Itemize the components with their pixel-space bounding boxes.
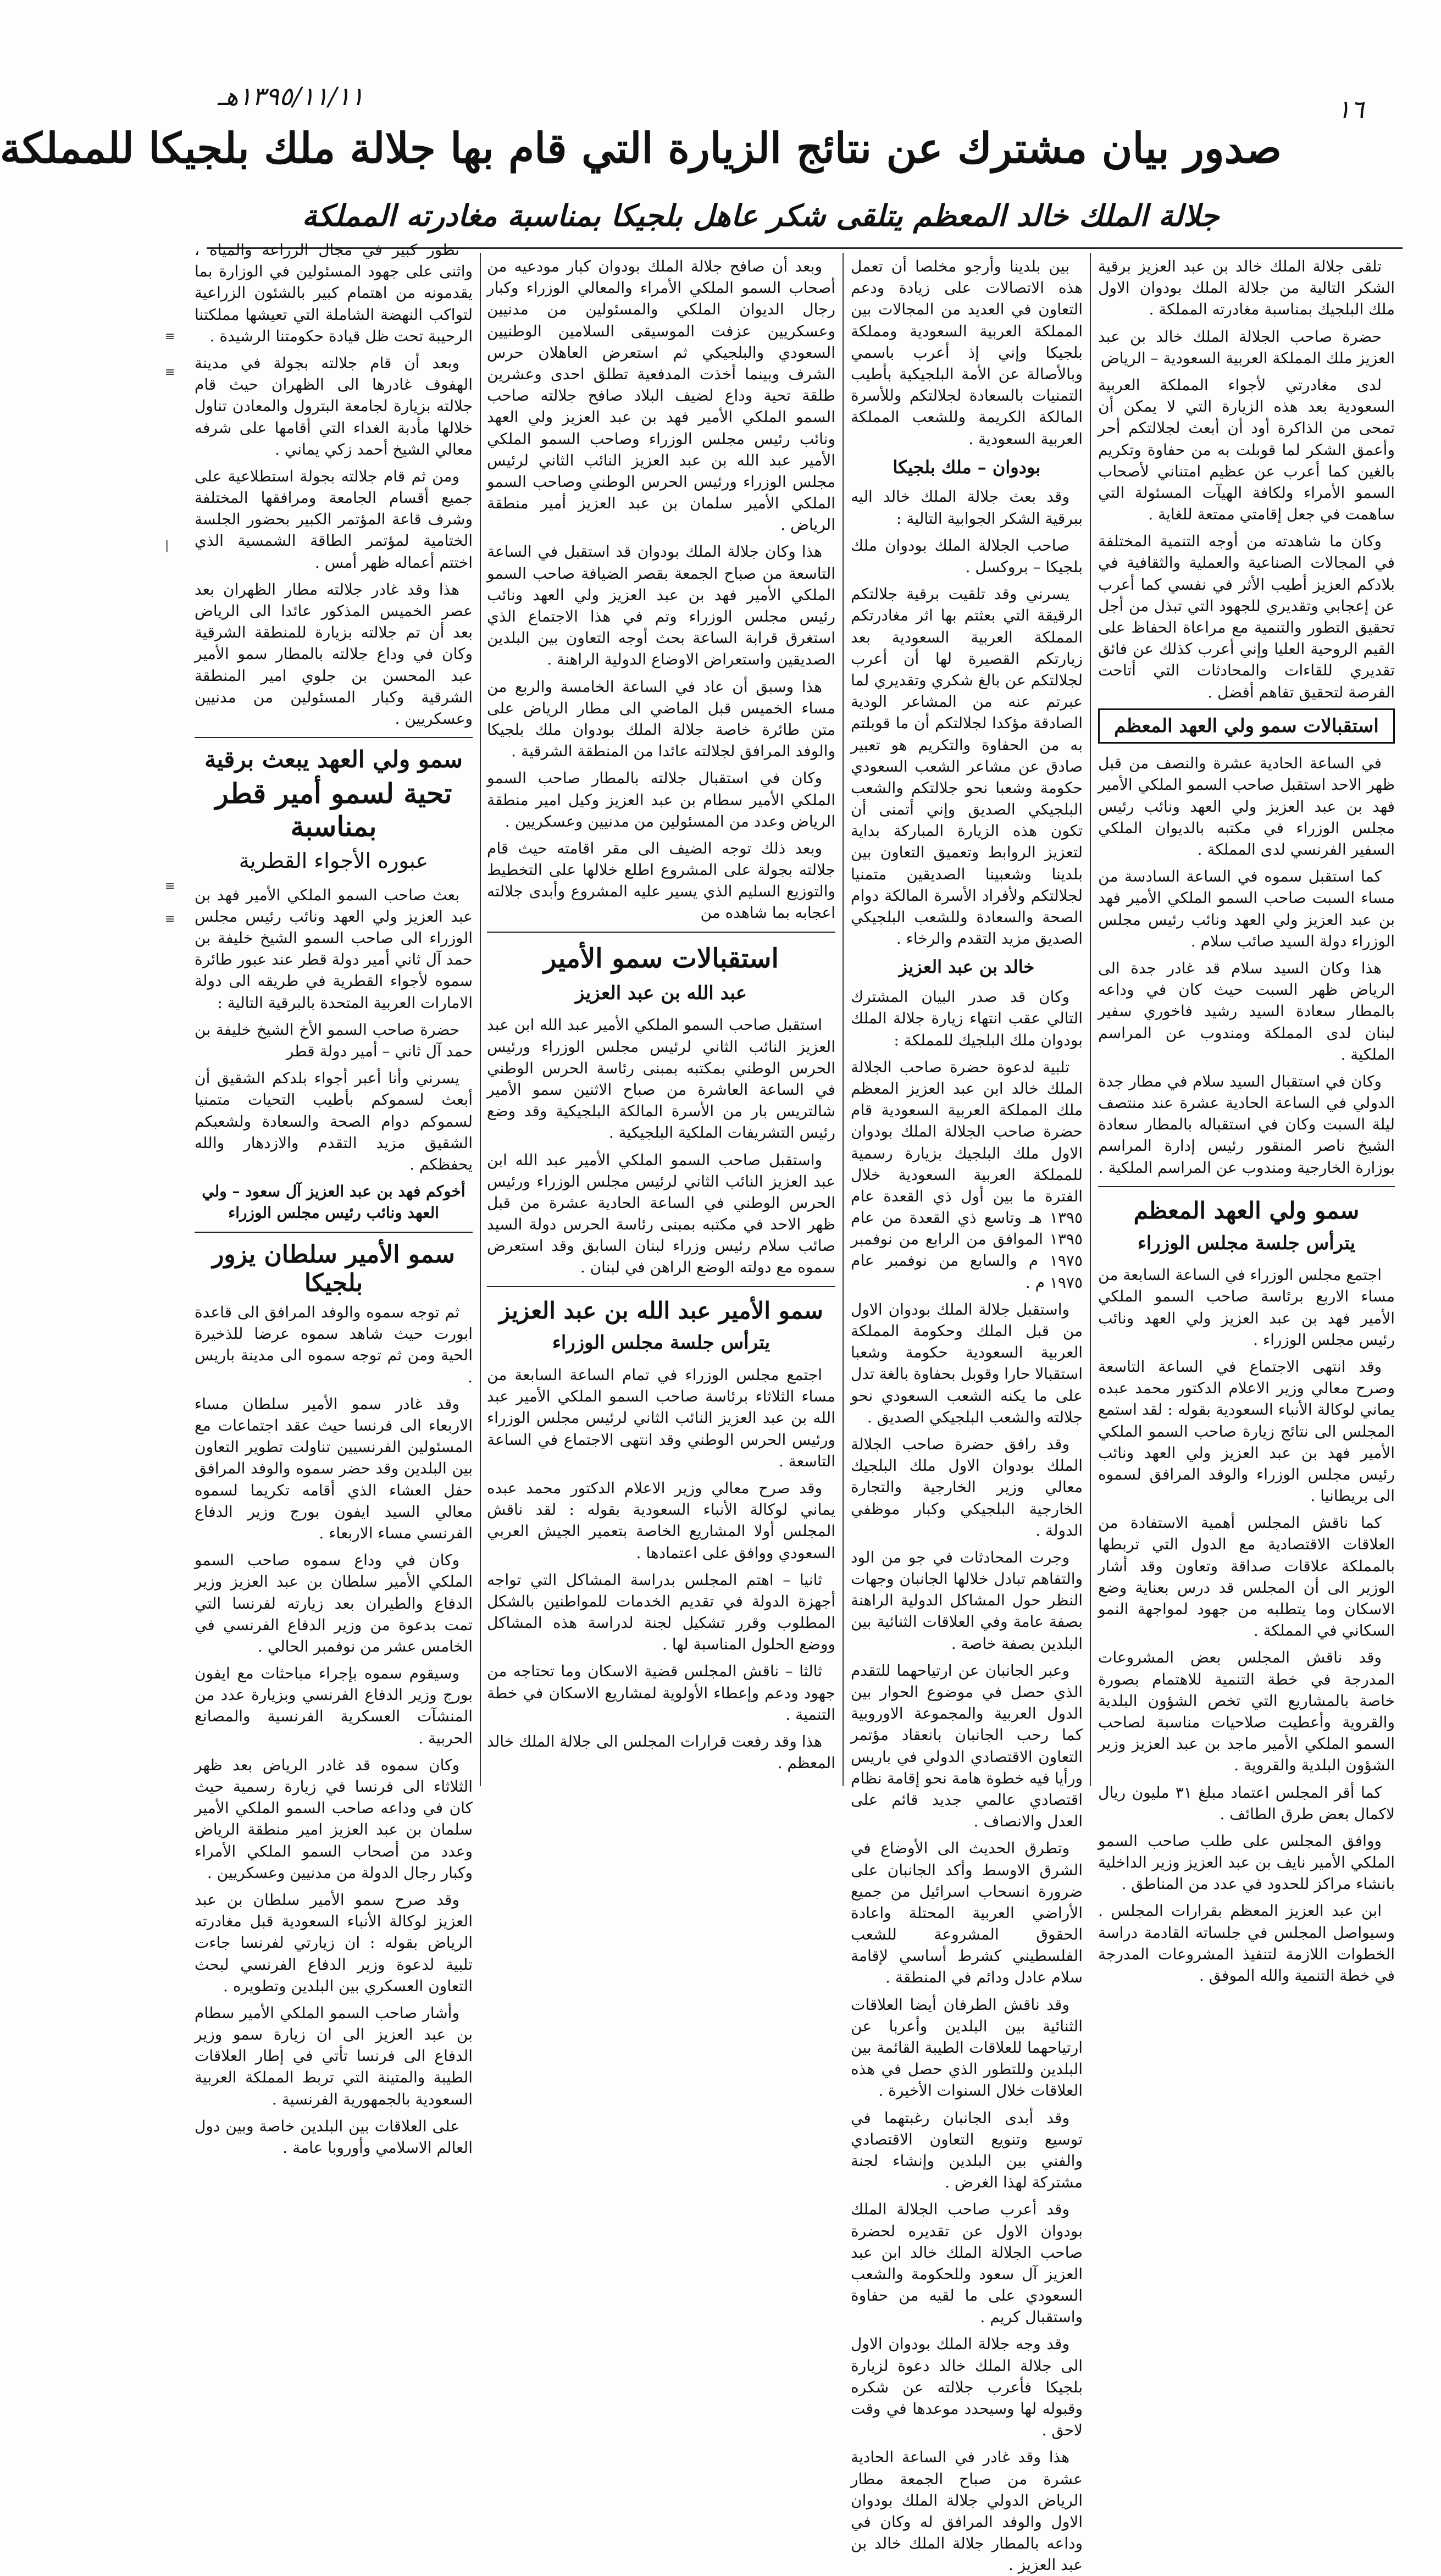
article-paragraph: وبعد أن صافح جلالة الملك بودوان كبار مودعيه من أصحاب السمو الملكي الأمراء والمعالي الوزراء وكبار رجال الديوان الملكي والمسئولين من مدنيين وعسكريين عزفت الموسيقى السلامين الوطنيين السعودي والبلجيكي ثم استعرض العاهلان حرس الشرف وبينما أخذت المدفعية تطلق احدى وعشرين طلقة تحية وداع لضيف البلاد صافح جلالته صاحب السمو الملكي الأمير فهد بن عبد العزيز ولي العهد ونائب رئيس مجلس الوزراء وصاحب السمو الملكي الأمير عبد الله بن عبد العزيز النائب الثاني لرئيس مجلس الوزراء ورئيس الحرس الوطني وصاحب السمو الملكي الأمير سلمان بن عبد العزيز أمير منطقة الرياض . [487,257,835,534]
article-paragraph: واستقبل جلالة الملك بودوان الاول من قبل الملك وحكومة المملكة العربية السعودية حكومة وشعبا استقبالا حارا وقوبل بحفاوة بالغة تدل على ما يكنه الشعب السعودي نحو جلالته والشعب البلجيكي الصديق . [851,1300,1083,1426]
article-paragraph: وجرت المحادثات في جو من الود والتفاهم تبادل خلالها الجانبان وجهات النظر حول المشاكل الدولية الراهنة بصفة عامة وفي العلاقات الثنائية بين البلدين بصفة خاصة . [851,1548,1083,1653]
article-paragraph: صاحب الجلالة الملك بودوان ملك بلجيكا – بروكسل . [851,536,1083,577]
article-paragraph: وكان قد صدر البيان المشترك التالي عقب انتهاء زيارة جلالة الملك بودوان ملك البلجيك للمملكة : [851,988,1083,1049]
article-paragraph: على العلاقات بين البلدين خاصة وبين دول العالم الاسلامي وأوروبا عامة . [195,2117,473,2157]
article-paragraph: استقبل صاحب السمو الملكي الأمير عبد الله ابن عبد العزيز النائب الثاني لرئيس مجلس الوزراء ورئيس الحرس الوطني بمكتبه بمبنى رئاسة الحرس الوطني في الساعة العاشرة من صباح الاثنين سمو الأمير شالتريس بار من الأسرة المالكة البلجيكية وقد وضع رئيس التشريفات الملكية البلجيكية . [487,1016,835,1142]
section-divider [195,1232,473,1233]
article-paragraph: وقد أبدى الجانبان رغبتهما في توسيع وتنويع التعاون الاقتصادي والفني بين البلدين وإنشاء لجنة مشتركة لهذا الغرض . [851,2108,1083,2192]
article-paragraph: هذا وقد غادر في الساعة الحادية عشرة من صباح الجمعة مطار الرياض الدولي جلالة الملك بودوان الاول والوفد المرافق له وكان في وداعه بالمطار جلالة الملك خالد بن عبد العزيز . [851,2448,1083,2574]
article-paragraph: وقد ناقش المجلس بعض المشروعات المدرجة في خطة التنمية للاهتمام بصورة خاصة بالمشاريع التي تخص الشؤون البلدية والقروية وأعطيت صلاحيات مناسبة لصاحب السمو الملكي الأمير ماجد بن عبد العزيز وزير الشؤون البلدية والقروية . [1098,1648,1395,1775]
article-paragraph: كما أقر المجلس اعتماد مبلغ ٣١ مليون ريال لاكمال بعض طرق الطائف . [1098,1783,1395,1823]
section-subtitle: عبوره الأجواء القطرية [239,848,429,873]
section-box-title: استقبالات سمو ولي العهد المعظم [1114,714,1379,737]
section-title: تحية لسمو أمير قطر بمناسبة [215,777,452,843]
article-paragraph: وقد بعث جلالة الملك خالد اليه ببرقية الشكر الجوابية التالية : [851,487,1083,528]
section-title: سمو الأمير عبد الله بن عبد العزيز [499,1297,823,1324]
article-paragraph: واستقبل صاحب السمو الملكي الأمير عبد الله ابن عبد العزيز النائب الثاني لرئيس مجلس الوزراء ورئيس الحرس الوطني في الساعة الحادية عشرة من قبل ظهر الاحد في مكتبه بمبنى رئاسة الحرس دولة السيد صائب سلام رئيس وزراء لبنان السابق وقد استعرض سموه مع دولته الوضع الراهن في لبنان . [487,1150,835,1277]
article-paragraph: ووافق المجلس على طلب صاحب السمو الملكي الأمير نايف بن عبد العزيز وزير الداخلية بانشاء مراكز للحدود في عدد من المناطق . [1098,1831,1395,1893]
section-divider [195,737,473,738]
article-paragraph: تطور كبير في مجال الزراعة والمياه ، واثنى على جهود المسئولين في الوزارة بما يقدمونه من اهتمام كبير بالشئون الزراعية لتواكب النهضة الشاملة التي تعيشها مملكتنا الرحيبة تحت ظل قيادة حكومتنا الرشيدة . [195,241,473,345]
article-paragraph: حضرة صاحب الجلالة الملك خالد بن عبد العزيز ملك المملكة العربية السعودية – الرياض [1098,327,1395,367]
article-paragraph: اجتمع مجلس الوزراء في تمام الساعة السابعة من مساء الثلاثاء برئاسة صاحب السمو الملكي الأمير عبد الله بن عبد العزيز النائب الثاني لرئيس مجلس الوزراء ورئيس الحرس الوطني وقد انتهى الاجتماع في الساعة التاسعة . [487,1366,835,1470]
punch-hole-mark: ≡ [165,330,175,344]
article-paragraph: ثانيا – اهتم المجلس بدراسة المشاكل التي تواجه أجهزة الدولة في تقديم الخدمات للمواطنين بالشكل المطلوب وقرر تشكيل لجنة لدراسة هذه المشاكل ووضع الحلول المناسبة لها . [487,1570,835,1654]
column-right [1098,256,1395,1985]
section-box [1098,708,1395,744]
handwritten-date: ١٣٩٥/١١/١١هـ [218,81,364,111]
article-paragraph: وكان سموه قد غادر الرياض بعد ظهر الثلاثاء الى فرنسا في زيارة رسمية حيث كان في وداعه صاحب السمو الملكي الأمير سلمان بن عبد العزيز امير منطقة الرياض وعدد من أصحاب السمو الملكي الأمراء وكبار رجال الدولة من مدنيين وعسكريين . [195,1755,473,1882]
article-paragraph: ثالثا – ناقش المجلس قضية الاسكان وما تحتاجه من جهود ودعم وإعطاء الأولوية لمشاريع الاسكان في خطة التنمية . [487,1662,835,1724]
article-paragraph: وقد وجه جلالة الملك بودوان الاول الى جلالة الملك خالد دعوة لزيارة بلجيكا فأعرب جلالته عن شكره وقبوله لها وسيحدد موعدها في وقت لاحق . [851,2335,1083,2440]
article-paragraph: وتطرق الحديث الى الأوضاع في الشرق الاوسط وأكد الجانبان على ضرورة انسحاب اسرائيل من جميع الأراضي العربية المحتلة واعادة الحقوق المشروعة للشعب الفلسطيني كشرط أساسي لإقامة سلام عادل ودائم في المنطقة . [851,1839,1083,1987]
article-paragraph: وقد ناقش الطرفان أيضا العلاقات الثنائية بين البلدين وأعربا عن ارتياحهما للعلاقات الطيبة القائمة بين البلدين وللتطور الذي حصل في هذه العلاقات خلال السنوات الأخيرة . [851,1995,1083,2100]
article-paragraph: وكان في استقبال السيد سلام في مطار جدة الدولي في الساعة الحادية عشرة عند منتصف ليلة السبت وكان في استقباله بالمطار سعادة الشيخ ناصر المنقور رئيس إدارة المراسم بوزارة الخارجية ومندوب عن المراسم الملكية . [1098,1072,1395,1177]
article-paragraph: وقد صرح سمو الأمير سلطان بن عبد العزيز لوكالة الأنباء السعودية قبل مغادرته الرياض بقوله : ان زيارتي لفرنسا جاءت تلبية لدعوة وزير الدفاع الفرنسي لبحث التعاون العسكري بين البلدين وتطويره . [195,1890,473,1995]
section-title: استقبالات سمو الأمير [544,943,779,974]
article-paragraph: وبعد أن قام جلالته بجولة في مدينة الهفوف غادرها الى الظهران حيث قام جلالته بزيارة لجامعة البترول والمعادن تناول خلالها مأدبة الغداء التي أقامها على شرفه معالي الشيخ أحمد زكي يماني . [195,353,473,458]
section-title: سمو الأمير سلطان يزور بلجيكا [212,1240,455,1298]
column-far-left [195,239,473,2157]
punch-hole-mark: ≡ [165,365,175,379]
section-title: سمو ولي العهد يبعث برقية [204,746,463,773]
article-paragraph: بعث صاحب السمو الملكي الأمير فهد بن عبد العزيز ولي العهد ونائب رئيس مجلس الوزراء الى صاحب السمو الشيخ خليفة بن حمد آل ثاني أمير دولة قطر عند عبور طائرة سموه لأجواء القطرية في طريقه الى دولة الامارات العربية المتحدة بالبرقية التالية : [195,885,473,1012]
sub-headline: جلالة الملك خالد المعظم يتلقى شكر عاهل بلجيكا بمناسبة مغادرته المملكة [302,198,1220,233]
handwritten-page-number: ١٦ [1337,95,1364,124]
article-paragraph: يسرني وأنا أعبر أجواء بلدكم الشقيق أن أبعث لسموكم بأطيب التحيات متمنيا لسموكم دوام الصحة والسعادة ولشعبكم الشقيق مزيد التقدم والازدهار والله يحفظكم . [195,1069,473,1173]
article-paragraph: وعبر الجانبان عن ارتياحهما للتقدم الذي حصل في موضوع الحوار بين الدول العربية والمجموعة الاوروبية كما رحب الجانبان بانعقاد مؤتمر التعاون الاقتصادي الدولي في باريس ورأيا فيه خطوة هامة نحو إقامة نظام اقتصادي عالمي جديد قائم على العدل والانصاف . [851,1661,1083,1831]
signature: خالد بن عبد العزيز [899,956,1035,978]
punch-hole-mark: ≡ [165,879,175,893]
column-left [487,256,835,1789]
punch-hole-mark: ≡ [165,912,175,926]
article-paragraph: ابن عبد العزيز المعظم بقرارات المجلس . وسيواصل المجلس في جلساته القادمة دراسة الخطوات اللازمة لتنفيذ المشروعات المدرجة في خطة التنمية والله الموفق . [1098,1902,1395,1985]
article-paragraph: ثم توجه سموه والوفد المرافق الى قاعدة ابورت حيث شاهد سموه عرضا للذخيرة الحية ومن ثم توجه سموه الى مدينة باريس . [195,1303,473,1386]
article-paragraph: وقد رافق حضرة صاحب الجلالة الملك بودوان الاول ملك البلجيك معالي وزير الخارجية والتجارة الخارجية البلجيكي وكبار موظفي الدولة . [851,1434,1083,1539]
section-divider [487,1286,835,1287]
column-divider [1090,253,1091,1786]
article-paragraph: هذا وقد رفعت قرارات المجلس الى جلالة الملك خالد المعظم . [487,1732,835,1772]
article-paragraph: وسيقوم سموه بإجراء مباحثات مع ايفون بورج وزير الدفاع الفرنسي وبزيارة عدد من المنشآت العسكرية الفرنسية والمصانع الحربية . [195,1664,473,1747]
article-paragraph: وكان ما شاهدته من أوجه التنمية المختلفة في المجالات الصناعية والعملية والثقافية في بلادكم العزيز أطيب الأثر في نفسي كما أعرب عن إعجابي وتقديري للجهود التي تبذل من أجل تحقيق التطور والتنمية مع مراعاة الحفاظ على القيم الروحية العليا وإني أعرب كذلك عن فائق تقديري للقاءات والمحادثات التي أتاحت الفرصة لتحقيق تفاهم أفضل . [1098,532,1395,701]
article-paragraph: اجتمع مجلس الوزراء في الساعة السابعة من مساء الاربع برئاسة صاحب السمو الملكي الأمير فهد بن عبد العزيز ولي العهد ونائب رئيس مجلس الوزراء . [1098,1266,1395,1349]
article-paragraph: وكان في استقبال جلالته بالمطار صاحب السمو الملكي الأمير سطام بن عبد العزيز وكيل امير منطقة الرياض وعدد من المسئولين من مدنيين وعسكريين . [487,769,835,830]
article-paragraph: هذا وكان جلالة الملك بودوان قد استقبل في الساعة التاسعة من صباح الجمعة بقصر الضيافة صاحب السمو الملكي الأمير فهد بن عبد العزيز ولي العهد ونائب رئيس مجلس الوزراء وتم في هذا الاجتماع الذي استغرق قرابة الساعة بحث أوجه التعاون بين البلدين الصديقين واستعراض الاوضاع الدولية الراهنة . [487,542,835,669]
article-paragraph: كما ناقش المجلس أهمية الاستفادة من العلاقات الاقتصادية مع الدول التي تربطها بالمملكة علاقات صداقة وتعاون وقد أشار الوزير الى أن المجلس قد درس بعناية وضع الاسكان وما يتطلبه من جهود لمواجهة النمو السكاني في المملكة . [1098,1514,1395,1640]
article-paragraph: تلقى جلالة الملك خالد بن عبد العزيز برقية الشكر التالية من جلالة الملك بودوان الاول ملك البلجيك بمناسبة مغادرته المملكة . [1098,257,1395,319]
section-divider [487,932,835,933]
column-divider [843,253,844,1786]
article-paragraph: تلبية لدعوة حضرة صاحب الجلالة الملك خالد ابن عبد العزيز المعظم ملك المملكة العربية السعودية قام حضرة صاحب الجلالة الملك بودوان الاول ملك البلجيك بزيارة رسمية للمملكة العربية السعودية خلال الفترة ما بين أول ذي القعدة عام ١٣٩٥ هـ وتاسع ذي القعدة من عام ١٣٩٥ الموافق من الرابع من نوفمبر ١٩٧٥ م والسابع من نوفمبر عام ١٩٧٥ م . [851,1057,1083,1292]
column-middle [851,256,1083,2574]
section-subtitle: يترأس جلسة مجلس الوزراء [552,1332,771,1354]
article-paragraph: ومن ثم قام جلالته بجولة استطلاعية على جميع أقسام الجامعة ومرافقها المختلفة وشرف قاعة المؤتمر الكبير بحضور الجلسة الختامية لمؤتمر الطاقة الشمسية الذي اختتم أعماله ظهر أمس . [195,467,473,572]
signature: أخوكم فهد بن عبد العزيز آل سعود – ولي العهد ونائب رئيس مجلس الوزراء [202,1182,465,1222]
signature: بودوان – ملك بلجيكا [893,456,1041,478]
section-subtitle: يترأس جلسة مجلس الوزراء [1137,1232,1356,1254]
article-paragraph: وقد صرح معالي وزير الاعلام الدكتور محمد عبده يماني لوكالة الأنباء السعودية بقوله : لقد ناقش المجلس أولا المشاريع الخاصة بتعمير الجيش العربي السعودي ووافق على اعتمادها . [487,1478,835,1562]
article-paragraph: وقد غادر سمو الأمير سلطان مساء الاربعاء الى فرنسا حيث عقد اجتماعات مع المسئولين الفرنسيين تناولت تطوير التعاون بين البلدين وقد حضر سموه والوفد المرافق حفل العشاء الذي أقامه تكريما لسموه معالي السيد ايفون بورج وزير الدفاع الفرنسي مساء الاربعاء . [195,1394,473,1542]
column-divider [480,253,481,1786]
article-paragraph: وبعد ذلك توجه الضيف الى مقر اقامته حيث قام جلالته بجولة على المشروع اطلع خلالها على التخطيط والتوزيع السليم الذي يسير عليه المشروع وأبدى جلالته اعجابه بما شاهده من [487,839,835,922]
article-paragraph: وقد انتهى الاجتماع في الساعة التاسعة وصرح معالي وزير الاعلام الدكتور محمد عبده يماني لوكالة الأنباء السعودية بقوله : لقد استمع المجلس الى نتائج زيارة صاحب السمو الملكي الأمير فهد بن عبد العزيز ولي العهد ونائب رئيس مجلس الوزراء والوفد المرافق لسموه الى بريطانيا . [1098,1357,1395,1505]
article-paragraph: كما استقبل سموه في الساعة السادسة من مساء السبت صاحب السمو الملكي الأمير فهد بن عبد العزيز ولي العهد ونائب رئيس مجلس الوزراء دولة السيد صائب سلام . [1098,867,1395,950]
article-paragraph: هذا وكان السيد سلام قد غادر جدة الى الرياض ظهر السبت حيث كان في وداعه بالمطار سعادة السيد رشيد فاخوري سفير لبنان لدى المملكة ومندوب عن المراسم الملكية . [1098,959,1395,1063]
punch-hole-mark: | [165,539,169,552]
section-subtitle: عبد الله بن عبد العزيز [575,982,747,1004]
article-paragraph: في الساعة الحادية عشرة والنصف من قبل ظهر الاحد استقبل صاحب السمو الملكي الأمير فهد بن عبد العزيز ولي العهد ونائب رئيس مجلس الوزراء في مكتبه بالديوان الملكي السفير الفرنسي لدى المملكة . [1098,754,1395,858]
article-paragraph: بين بلدينا وأرجو مخلصا أن تعمل هذه الاتصالات على زيادة ودعم التعاون في العديد من المجالات بين المملكة العربية السعودية ومملكة بلجيكا وإني إذ أعرب باسمي وبالأصالة عن الأمة البلجيكية بأطيب التمنيات بالسعادة لجلالتكم وللأسرة المالكة الكريمة وللشعب المملكة العربية السعودية . [851,257,1083,448]
article-paragraph: هذا وقد غادر جلالته مطار الظهران بعد عصر الخميس المذكور عائدا الى الرياض بعد أن تم جلالته بزيارة للمنطقة الشرقية وكان في وداع جلالته بالمطار سمو الأمير عبد المحسن بن جلوي امير المنطقة الشرقية وكبار المسئولين من مدنيين وعسكريين . [195,580,473,728]
article-paragraph: لدى مغادرتي لأجواء المملكة العربية السعودية بعد هذه الزيارة التي لا يمكن أن تمحى من الذاكرة أود أن أبعث لجلالتكم أحر وأعمق الشكر لما قوبلت به من حفاوة وتكريم بالغين كما أعرب عن عظيم امتناني لأصحاب السمو الأمراء ولكافة الهيآت المسئولة التي ساهمت في جعل إقامتي ممتعة للغاية . [1098,375,1395,524]
article-paragraph: يسرني وقد تلقيت برقية جلالتكم الرقيقة التي بعثتم بها اثر مغادرتكم المملكة العربية السعودية بعد زيارتكم القصيرة لها أن أعرب لجلالتكم عن بالغ شكري وتقديري لما عبرتم عنه من المشاعر الودية الصادقة مؤكدا لجلالتكم أن ما قوبلتم به من الحفاوة والتكريم هو تعبير صادق عن مشاعر الشعب السعودي حكومة وشعبا نحو جلالتكم والشعب البلجيكي الصديق وإني أتمنى أن تكون هذه الزيارة المباركة بداية لتعزيز الروابط وتعميق التعاون بين بلدينا وشعبينا الصديقين متمنيا لجلالتكم ولأفراد الأسرة المالكة دوام الصحة والسعادة وللشعب البلجيكي الصديق مزيد التقدم والرخاء . [851,585,1083,948]
article-paragraph: حضرة صاحب السمو الأخ الشيخ خليفة بن حمد آل ثاني – أمير دولة قطر [195,1020,473,1061]
article-paragraph: وأشار صاحب السمو الملكي الأمير سطام بن عبد العزيز الى ان زيارة سمو وزير الدفاع الى فرنسا تأتي في إطار العلاقات الطيبة والمتينة التي تربط المملكة العربية السعودية بالجمهورية الفرنسية . [195,2003,473,2108]
article-paragraph: وقد أعرب صاحب الجلالة الملك بودوان الاول عن تقديره لحضرة صاحب الجلالة الملك خالد ابن عبد العزيز آل سعود وللحكومة والشعب السعودي على ما لقيه من حفاوة واستقبال كريم . [851,2200,1083,2326]
section-title: سمو ولي العهد المعظم [1133,1196,1360,1224]
article-paragraph: وكان في وداع سموه صاحب السمو الملكي الأمير سلطان بن عبد العزيز وزير الدفاع والطيران بعد زيارته لفرنسا التي تمت بدعوة من وزير الدفاع الفرنسي في الخامس عشر من نوفمبر الحالي . [195,1551,473,1655]
section-divider [1098,1186,1395,1187]
main-headline: صدور بيان مشترك عن نتائج الزيارة التي قام بها جلالة ملك بلجيكا للمملكة [0,124,1282,173]
article-paragraph: هذا وسبق أن عاد في الساعة الخامسة والربع من مساء الخميس قبل الماضي الى مطار الرياض على متن طائرة خاصة جلالة الملك بودوان ملك بلجيكا والوفد المرافق لجلالته عائدا من المنطقة الشرقية . [487,677,835,761]
